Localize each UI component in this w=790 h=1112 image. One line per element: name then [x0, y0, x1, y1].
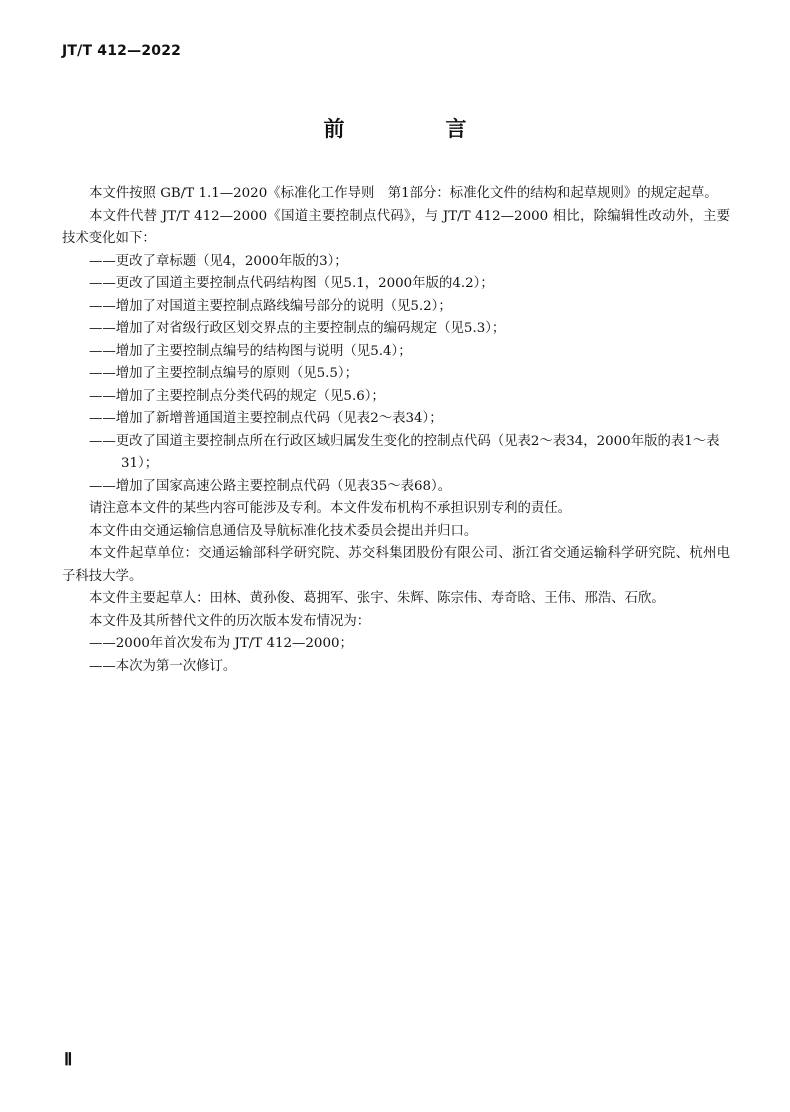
history-list: [62, 633, 730, 678]
paragraph-replacement: 本文件代替 JT/T 412—2000《国道主要控制点代码》，与 JT/T 412—2000 相比，除编辑性改动外，主要技术变化如下：: [62, 208, 730, 246]
list-item: ——增加了国家高速公路主要控制点代码（见表35～表68）。: [89, 478, 452, 494]
paragraph-drafting-rule: 本文件按照 GB/T 1.1—2020《标准化工作导则 第1部分：标准化文件的结构和起草规则》的规定起草。: [89, 186, 718, 201]
page-number: Ⅱ: [64, 1050, 73, 1069]
paragraph-drafters: 本文件主要起草人：田林、黄孙俊、葛拥军、张宇、朱辉、陈宗伟、寿奇晗、王伟、邢浩、石欣。: [89, 591, 665, 606]
foreword-body: [62, 183, 730, 678]
list-item: ——增加了对国道主要控制点路线编号部分的说明（见5.2）；: [89, 298, 452, 314]
list-item: ——本次为第一次修订。: [89, 658, 237, 674]
page-title: 前 言: [323, 117, 507, 141]
list-item: ——增加了主要控制点编号的结构图与说明（见5.4）；: [89, 343, 412, 359]
list-item: ——增加了主要控制点编号的原则（见5.5）；: [89, 366, 359, 381]
list-item: ——2000年首次发布为 JT/T 412—2000；: [89, 636, 353, 651]
list-item: ——增加了新增普通国道主要控制点代码（见表2～表34）；: [89, 411, 443, 426]
paragraph-drafting-units: 本文件起草单位：交通运输部科学研究院、苏交科集团股份有限公司、浙江省交通运输科学研究院、杭州电子科技大学。: [62, 546, 730, 584]
paragraph-proposer: 本文件由交通运输信息通信及导航标准化技术委员会提出并归口。: [89, 523, 478, 539]
paragraph-history-intro: 本文件及其所替代文件的历次版本发布情况为：: [89, 613, 371, 629]
list-item: ——增加了对省级行政区划交界点的主要控制点的编码规定（见5.3）；: [89, 321, 506, 336]
paragraph-patent-notice: 请注意本文件的某些内容可能涉及专利。本文件发布机构不承担识别专利的责任。: [89, 501, 572, 516]
list-item: ——增加了主要控制点分类代码的规定（见5.6）；: [89, 388, 385, 404]
list-item: ——更改了章标题（见4，2000年版的3）；: [89, 253, 348, 269]
changes-list: [62, 251, 730, 499]
list-item: ——更改了国道主要控制点所在行政区域归属发生变化的控制点代码（见表2～表34，2000年版的表1～表31）；: [89, 433, 720, 471]
list-item: ——更改了国道主要控制点代码结构图（见5.1，2000年版的4.2）；: [89, 276, 494, 291]
document-code: JT/T 412—2022: [62, 43, 182, 59]
